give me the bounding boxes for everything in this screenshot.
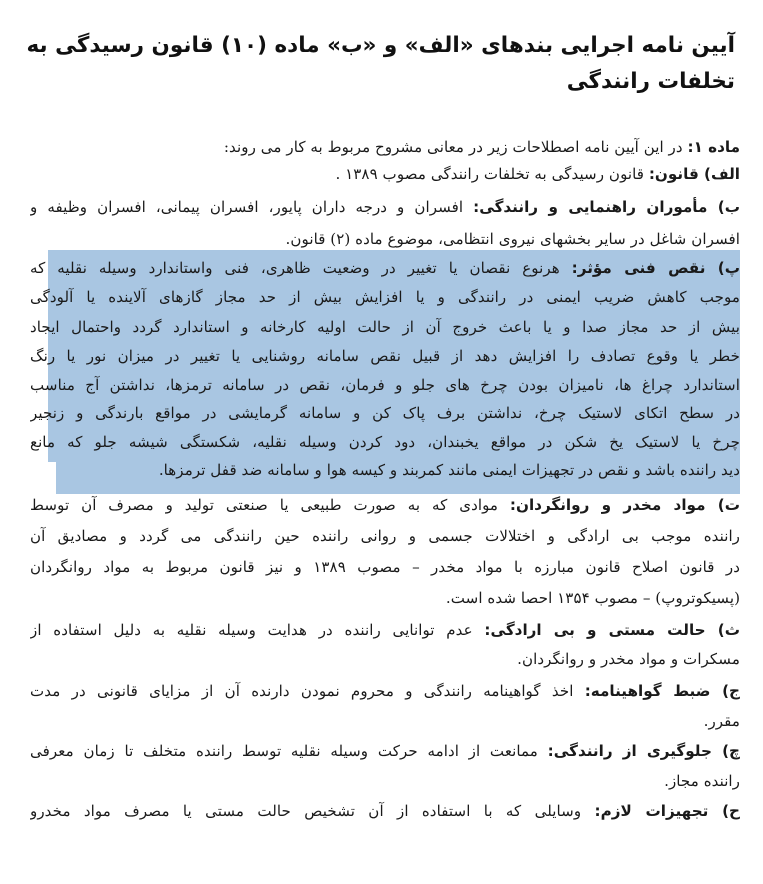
definition-che-cont: راننده مجاز. [664, 772, 740, 790]
definition-se: ث) حالت مستی و بی ارادگی: عدم توانایی راننده در هدایت وسیله نقلیه به دلیل استفاده از [30, 621, 740, 639]
definition-term: ت) مواد مخدر و روانگردان: [509, 496, 740, 514]
definition-term: ب) مأموران راهنمایی و رانندگی: [473, 198, 740, 216]
definition-jim: ج) ضبط گواهینامه: اخذ گواهینامه رانندگی و محروم نمودن دارنده آن از مزایای قانونی در مدت [30, 682, 740, 700]
definition-te: ت) مواد مخدر و روانگردان: موادی که به صورت طبیعی یا صنعتی تولید و مصرف آن توسط [30, 496, 740, 514]
definition-te-cont: (پسیکوتروپ) – مصوب ۱۳۵۴ احصا شده است. [445, 589, 740, 607]
definition-term: چ) جلوگیری از رانندگی: [547, 742, 740, 760]
definition-pe-cont: چرخ یا لاستیک یخ شکن در مواقع یخبندان، دود کردن وسیله نقلیه، شکستگی شیشه جلو که مانع [30, 433, 740, 451]
definition-jim-cont: مقرر. [703, 712, 740, 730]
article-heading: ماده ۱: [687, 138, 740, 156]
document-title [28, 28, 735, 100]
definition-pe-cont: بیش از حد مجاز صدا و یا باعث خروج آن از حالت اولیه کارخانه و استاندارد گردد واحتمال ایجاد [30, 318, 740, 336]
definition-pe: پ) نقص فنی مؤثر: هرنوع نقصان یا تغییر در وضعیت ظاهری، فنی واستاندارد وسیله نقلیه که [30, 259, 740, 277]
definition-he: ح) تجهیزات لازم: وسایلی که با استفاده از آن تشخیص حالت مستی یا مصرف مواد مخدرو [30, 802, 740, 820]
definition-pe-cont: در سطح اتکای لاستیک چرخ، نداشتن برف پاک کن و سامانه گرمایشی در مواقع بارندگی و زنجیر [30, 404, 740, 422]
definition-se-cont: مسکرات و مواد مخدر و روانگردان. [517, 650, 740, 668]
definition-pe-cont: خطر یا وقوع تصادف را افزایش دهد از قبیل نقص سامانه روشنایی یا تغییر در میزان نور یا رنگ [30, 347, 740, 365]
definition-che: چ) جلوگیری از رانندگی: ممانعت از ادامه حرکت وسیله نقلیه توسط راننده متخلف تا زمان معرفی [30, 742, 740, 760]
title-line-1: آیین نامه اجرایی بندهای «الف» و «ب» ماده (۱۰) قانون رسیدگی به [26, 33, 735, 59]
definition-pe-cont: دید راننده باشد و نقص در تجهیزات ایمنی مانند کمربند و کیسه هوا و سامانه ضد قفل ترمزها. [158, 461, 740, 479]
definition-term: ح) تجهیزات لازم: [594, 802, 740, 820]
definition-be-cont: افسران شاغل در سایر بخشهای نیروی انتظامی، موضوع ماده (۲) قانون. [285, 230, 740, 248]
definition-pe-cont: موجب کاهش ضریب ایمنی در رانندگی و یا افزایش بیش از حد مجاز گازهای آلاینده یا آلودگی [30, 288, 740, 306]
definition-term: ث) حالت مستی و بی ارادگی: [484, 621, 740, 639]
definition-be: ب) مأموران راهنمایی و رانندگی: افسران و درجه داران پایور، افسران پیمانی، افسران وظیفه و [30, 198, 740, 216]
definition-term: ج) ضبط گواهینامه: [584, 682, 740, 700]
definition-te-cont: راننده موجب بی ارادگی و اختلالات جسمی و روانی راننده حین رانندگی می گردد و مصادیق آن [30, 527, 740, 545]
definition-term: پ) نقص فنی مؤثر: [571, 259, 740, 277]
title-line-2: تخلفات رانندگی [566, 69, 735, 95]
definition-te-cont: در قانون اصلاح قانون مبارزه با مواد مخدر – مصوب ۱۳۸۹ و نیز قانون مربوط به مواد روانگردان [30, 558, 740, 576]
article-1-line: ماده ۱: در این آیین نامه اصطلاحات زیر در معانی مشروح مربوط به کار می روند: [223, 138, 740, 156]
definition-term: الف) قانون: [648, 165, 740, 183]
definition-pe-cont: استاندارد چراغ ها، ناميزان بودن چرخ های جلو و فرمان، نقص در سامانه ترمزها، نداشتن آج مناسب [30, 376, 740, 394]
definition-alef: الف) قانون: قانون رسیدگی به تخلفات رانندگی مصوب ۱۳۸۹ . [335, 165, 740, 183]
